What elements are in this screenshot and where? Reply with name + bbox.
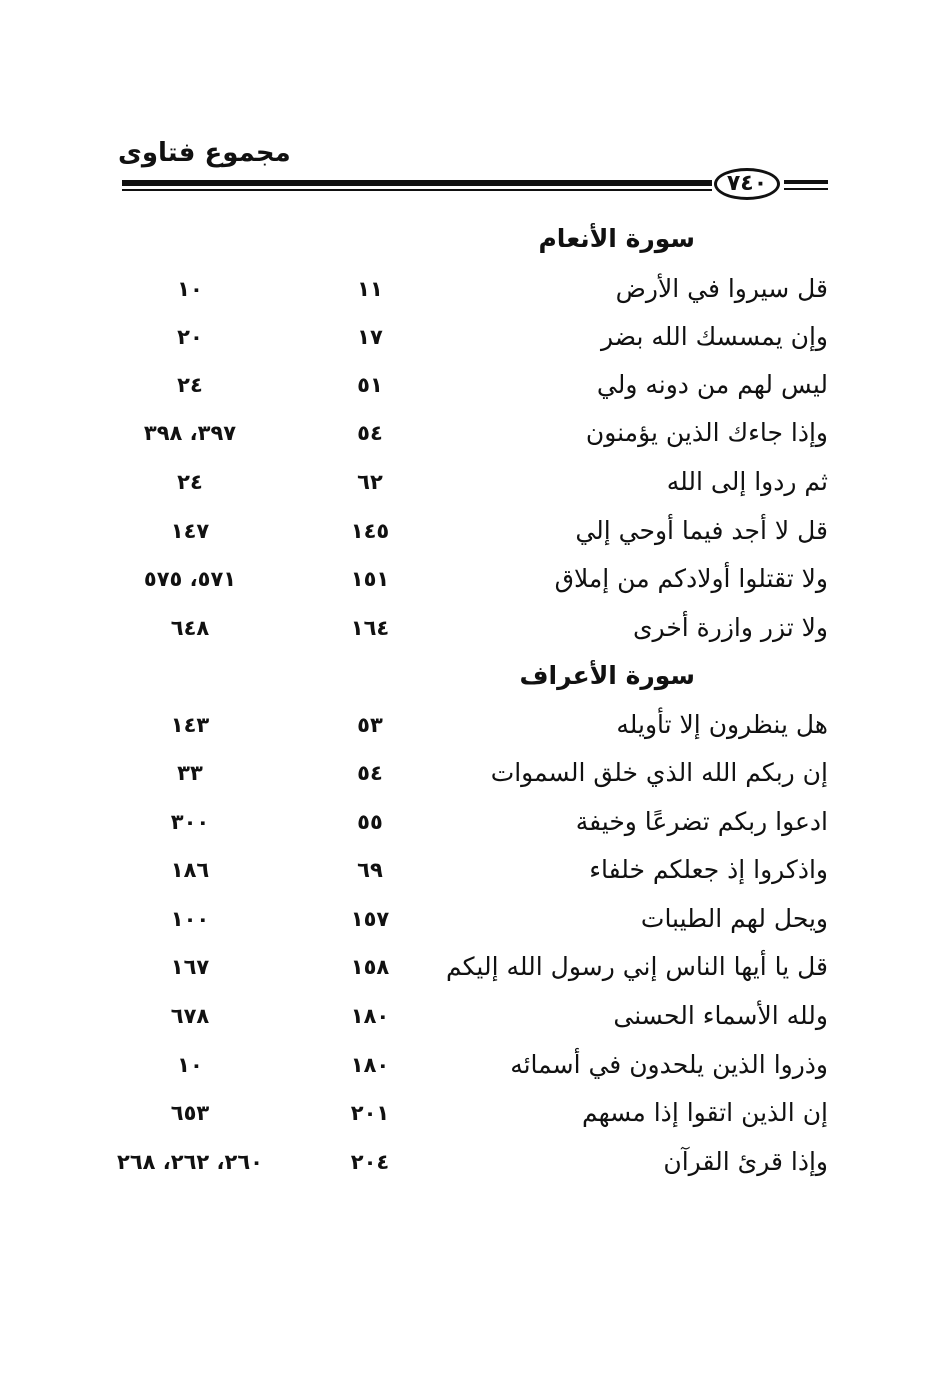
ayah-number: ١٥٧ xyxy=(350,907,390,931)
page-refs: ١٨٦ xyxy=(170,858,210,882)
index-row xyxy=(0,410,950,456)
ayah-number: ١٤٥ xyxy=(350,519,390,543)
index-row xyxy=(0,750,950,796)
index-row xyxy=(0,1139,950,1185)
verse-text: ولله الأسماء الحسنى xyxy=(613,1001,828,1030)
verse-text: ويحل لهم الطيبات xyxy=(640,904,828,933)
ayah-number: ٥٥ xyxy=(357,810,383,834)
ayah-number: ٦٢ xyxy=(357,470,383,494)
index-row xyxy=(0,993,950,1039)
page-refs: ٣٩٧، ٣٩٨ xyxy=(143,421,237,445)
ayah-number: ٥٣ xyxy=(357,713,383,737)
verse-text: إن الذين اتقوا إذا مسهم xyxy=(581,1098,828,1127)
ayah-number: ١٥١ xyxy=(350,567,390,591)
index-row xyxy=(0,556,950,602)
index-row xyxy=(0,266,950,312)
ayah-number: ١١ xyxy=(357,277,383,301)
index-row xyxy=(0,314,950,360)
verse-text: وذروا الذين يلحدون في أسمائه xyxy=(510,1050,828,1079)
ayah-number: ١٥٨ xyxy=(350,955,390,979)
page-refs: ٣٣ xyxy=(177,761,203,785)
ayah-number: ١٧ xyxy=(357,325,383,349)
page-refs: ٢٤ xyxy=(177,373,203,397)
header-rule-right-thin xyxy=(784,188,828,190)
verse-text: وإذا جاءك الذين يؤمنون xyxy=(585,418,828,447)
page-refs: ١٤٣ xyxy=(170,713,210,737)
index-row xyxy=(0,362,950,408)
verse-text: ولا تزر وازرة أخرى xyxy=(632,613,828,642)
page-refs: ١٦٧ xyxy=(170,955,210,979)
page-refs: ١٠ xyxy=(177,1053,203,1077)
verse-text: واذكروا إذ جعلكم خلفاء xyxy=(589,855,828,884)
ayah-number: ١٦٤ xyxy=(350,616,390,640)
ayah-number: ٢٠٤ xyxy=(350,1150,390,1174)
surah-heading-anam: سورة الأنعام xyxy=(538,224,695,253)
page-refs: ١٤٧ xyxy=(170,519,210,543)
header-rule-thin xyxy=(122,189,712,191)
ayah-number: ١٨٠ xyxy=(350,1053,390,1077)
index-row xyxy=(0,702,950,748)
index-row xyxy=(0,605,950,651)
page-refs: ٢٦٠، ٢٦٢، ٢٦٨ xyxy=(117,1150,263,1174)
verse-text: قل سيروا في الأرض xyxy=(615,274,828,303)
surah-heading-araf: سورة الأعراف xyxy=(519,661,695,690)
ayah-number: ٢٠١ xyxy=(350,1101,390,1125)
page-refs: ١٠٠ xyxy=(170,907,210,931)
page-refs: ٦٧٨ xyxy=(170,1004,210,1028)
index-row xyxy=(0,459,950,505)
header-rule-thick xyxy=(122,180,712,186)
header-rule-right-thick xyxy=(784,180,828,184)
verse-text: إن ربكم الله الذي خلق السموات xyxy=(490,758,828,787)
page-refs: ٦٥٣ xyxy=(170,1101,210,1125)
page-refs: ٢٠ xyxy=(177,325,203,349)
ayah-number: ٥٤ xyxy=(357,421,383,445)
verse-text: ولا تقتلوا أولادكم من إملاق xyxy=(554,564,828,593)
book-title: مجموع فتاوى xyxy=(118,138,291,168)
ayah-number: ٥٤ xyxy=(357,761,383,785)
page-refs: ٢٤ xyxy=(177,470,203,494)
page-refs: ٦٤٨ xyxy=(170,616,210,640)
ayah-number: ٥١ xyxy=(357,373,383,397)
page-number: ٧٤٠ xyxy=(714,168,780,200)
verse-text: قل لا أجد فيما أوحي إلي xyxy=(575,516,828,545)
verse-text: هل ينظرون إلا تأويله xyxy=(616,710,828,739)
page-refs: ١٠ xyxy=(177,277,203,301)
index-row xyxy=(0,896,950,942)
page-refs: ٥٧١، ٥٧٥ xyxy=(143,567,237,591)
page-refs: ٣٠٠ xyxy=(170,810,210,834)
index-row xyxy=(0,1090,950,1136)
verse-text: ليس لهم من دونه ولي xyxy=(596,370,828,399)
index-row xyxy=(0,1042,950,1088)
ayah-number: ٦٩ xyxy=(357,858,383,882)
verse-text: قل يا أيها الناس إني رسول الله إليكم xyxy=(445,952,828,981)
verse-text: ادعوا ربكم تضرعًا وخيفة xyxy=(575,807,828,836)
ayah-number: ١٨٠ xyxy=(350,1004,390,1028)
index-row xyxy=(0,847,950,893)
index-row xyxy=(0,944,950,990)
verse-text: وإن يمسسك الله بضر xyxy=(601,322,828,351)
index-row xyxy=(0,508,950,554)
verse-text: وإذا قرئ القرآن xyxy=(663,1147,828,1176)
verse-text: ثم ردوا إلى الله xyxy=(666,467,828,496)
index-row xyxy=(0,799,950,845)
